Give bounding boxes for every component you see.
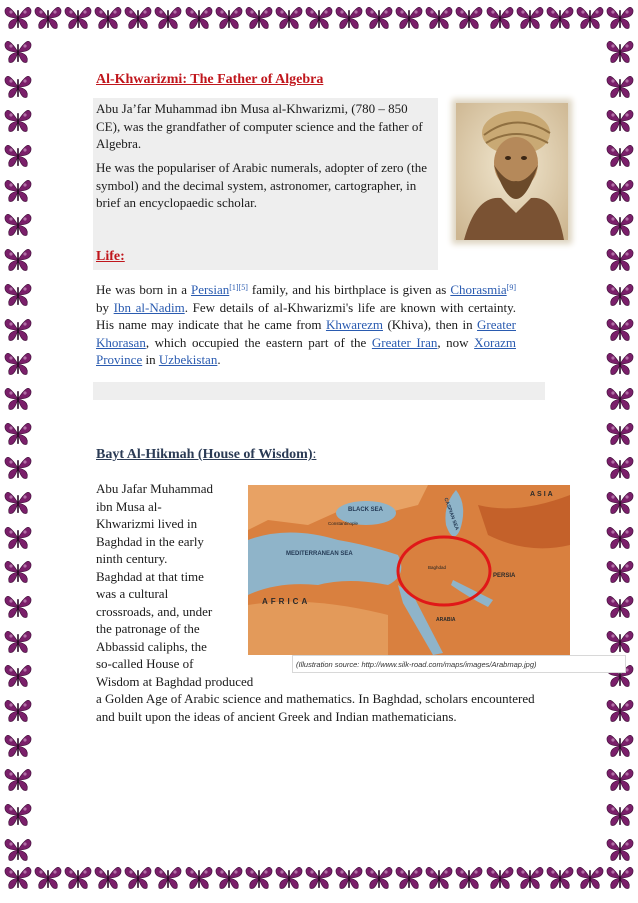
butterfly-icon	[4, 4, 32, 38]
bayt-line: was a cultural	[96, 586, 169, 601]
butterfly-icon	[606, 177, 634, 205]
life-heading-box	[93, 246, 438, 270]
butterfly-border-right	[605, 38, 635, 864]
butterfly-icon	[606, 732, 634, 760]
map-label-caspian-sea: CASPIAN SEA	[442, 497, 460, 532]
map-label-persia: PERSIA	[493, 573, 516, 579]
map-label-asia: ASIA	[530, 491, 555, 498]
butterfly-icon	[606, 628, 634, 656]
life-text: .	[217, 352, 221, 367]
butterfly-icon	[395, 4, 423, 38]
butterfly-icon	[305, 4, 333, 38]
butterfly-icon	[516, 4, 544, 38]
life-text: (Khiva), then in	[382, 317, 478, 332]
bayt-line: ibn Musa al-	[96, 498, 162, 514]
butterfly-icon	[4, 662, 32, 690]
butterfly-icon	[4, 524, 32, 552]
butterfly-border-top	[0, 4, 638, 38]
butterfly-icon	[275, 864, 303, 898]
bayt-line: crossroads, and, under	[96, 603, 213, 619]
butterfly-border-bottom	[0, 864, 638, 898]
link-greater-iran[interactable]: Greater Iran	[371, 334, 438, 350]
bayt-line: so-called House of	[96, 656, 194, 671]
butterfly-icon	[606, 454, 634, 482]
butterfly-icon	[4, 38, 32, 66]
butterfly-icon	[606, 211, 634, 239]
butterfly-icon	[606, 107, 634, 135]
butterfly-icon	[606, 489, 634, 517]
butterfly-icon	[4, 385, 32, 413]
butterfly-icon	[4, 73, 32, 101]
map-label-black-sea: BLACK SEA	[348, 507, 384, 513]
butterfly-icon	[4, 350, 32, 378]
butterfly-icon	[94, 864, 122, 898]
butterfly-icon	[546, 864, 574, 898]
life-text: in	[142, 352, 159, 367]
butterfly-icon	[606, 558, 634, 586]
bayt-line: Wisdom at Baghdad produced	[96, 673, 254, 689]
butterfly-icon	[34, 4, 62, 38]
map-label-constantinople: Constantinople	[328, 521, 359, 526]
intro-paragraph-1: Abu Ja’far Muhammad ibn Musa al-Khwarizmi, (780 – 850 CE), was the grandfather of computer science and the father of Algebra.	[96, 101, 423, 151]
butterfly-icon	[4, 281, 32, 309]
butterfly-icon	[486, 4, 514, 38]
arab-world-map-image	[248, 485, 570, 655]
butterfly-icon	[4, 420, 32, 448]
butterfly-icon	[34, 864, 62, 898]
butterfly-icon	[455, 864, 483, 898]
butterfly-icon	[154, 4, 182, 38]
butterfly-icon	[606, 420, 634, 448]
bayt-line: Abbassid caliphs, the	[96, 638, 207, 654]
map-label-baghdad: Baghdad	[428, 565, 447, 570]
butterfly-icon	[606, 4, 634, 38]
butterfly-icon	[4, 246, 32, 274]
life-paragraph	[96, 281, 516, 369]
butterfly-icon	[275, 4, 303, 38]
life-text: . Few details of al-Khwarizmi's life are known with certainty. His name may indicate that he came from	[96, 299, 516, 332]
butterfly-icon	[606, 801, 634, 829]
butterfly-icon	[4, 836, 32, 864]
butterfly-icon	[4, 454, 32, 482]
butterfly-icon	[305, 864, 333, 898]
butterfly-icon	[4, 211, 32, 239]
butterfly-icon	[4, 732, 32, 760]
butterfly-icon	[425, 864, 453, 898]
bayt-line: Baghdad in the early	[96, 533, 204, 549]
butterfly-icon	[64, 4, 92, 38]
butterfly-icon	[606, 593, 634, 621]
butterfly-icon	[335, 4, 363, 38]
butterfly-icon	[4, 593, 32, 621]
butterfly-icon	[606, 697, 634, 725]
butterfly-icon	[606, 836, 634, 864]
bayt-heading-text: Bayt Al-Hikmah (House of Wisdom)	[96, 447, 313, 462]
link-chorasmia[interactable]: Chorasmia	[450, 282, 507, 297]
butterfly-icon	[4, 801, 32, 829]
butterfly-icon	[486, 864, 514, 898]
butterfly-icon	[215, 4, 243, 38]
butterfly-icon	[395, 864, 423, 898]
link-uzbekistan[interactable]: Uzbekistan	[158, 352, 218, 367]
butterfly-icon	[185, 4, 213, 38]
butterfly-icon	[215, 864, 243, 898]
butterfly-icon	[516, 864, 544, 898]
butterfly-icon	[4, 697, 32, 725]
butterfly-border-left	[3, 38, 33, 864]
butterfly-icon	[576, 864, 604, 898]
life-text: by	[96, 299, 114, 315]
butterfly-icon	[4, 107, 32, 135]
link-persian[interactable]: Persian	[190, 282, 230, 297]
butterfly-icon	[606, 316, 634, 344]
butterfly-icon	[4, 766, 32, 794]
map-caption: (Illustration source: http://www.silk-road.com/maps/images/Arabmap.jpg)	[292, 655, 626, 673]
link-ibn-al-nadim[interactable]: Ibn al-Nadim	[113, 299, 185, 315]
bayt-heading-colon: :	[312, 447, 317, 462]
bayt-heading	[96, 447, 316, 463]
map-label-africa: AFRICA	[262, 597, 311, 606]
ref-chorasmia[interactable]: [9]	[506, 283, 516, 292]
link-greater-khorasan[interactable]: Greater Khorasan	[96, 317, 516, 350]
butterfly-icon	[124, 864, 152, 898]
bayt-line: Abu Jafar Muhammad	[96, 481, 213, 496]
butterfly-icon	[606, 246, 634, 274]
life-text: , now	[437, 334, 475, 350]
life-text: , which occupied the eastern part of the	[145, 334, 372, 350]
butterfly-icon	[4, 628, 32, 656]
butterfly-icon	[335, 864, 363, 898]
butterfly-icon	[606, 38, 634, 66]
butterfly-icon	[4, 864, 32, 898]
butterfly-icon	[546, 4, 574, 38]
link-xorazm-province[interactable]: Xorazm Province	[96, 334, 516, 367]
butterfly-icon	[365, 4, 393, 38]
bayt-line: Baghdad at that time	[96, 568, 204, 584]
bayt-line: ninth century.	[96, 551, 168, 566]
butterfly-icon	[606, 73, 634, 101]
butterfly-icon	[576, 4, 604, 38]
butterfly-icon	[4, 489, 32, 517]
butterfly-icon	[606, 864, 634, 898]
bayt-line: Khwarizmi lived in	[96, 516, 198, 531]
butterfly-icon	[154, 864, 182, 898]
butterfly-icon	[606, 766, 634, 794]
butterfly-icon	[94, 4, 122, 38]
butterfly-icon	[4, 142, 32, 170]
ref-persian[interactable]: [1][5]	[229, 283, 248, 292]
butterfly-icon	[124, 4, 152, 38]
butterfly-icon	[455, 4, 483, 38]
butterfly-icon	[4, 177, 32, 205]
butterfly-icon	[606, 142, 634, 170]
portrait-image	[456, 103, 568, 240]
page-title: Al-Khwarizmi: The Father of Algebra	[96, 72, 324, 87]
intro-paragraph-2: He was the populariser of Arabic numerals, adopter of zero (the symbol) and the decimal system, astronomer, cartographer, in brief an encyclopaedic scholar.	[96, 160, 428, 210]
butterfly-icon	[4, 316, 32, 344]
bayt-line: the patronage of the	[96, 621, 200, 636]
butterfly-icon	[606, 385, 634, 413]
butterfly-icon	[245, 4, 273, 38]
map-label-arabia: ARABIA	[436, 617, 456, 623]
life-text: He was born in a	[96, 282, 191, 297]
butterfly-icon	[4, 558, 32, 586]
butterfly-icon	[185, 864, 213, 898]
butterfly-icon	[606, 524, 634, 552]
butterfly-icon	[64, 864, 92, 898]
butterfly-icon	[425, 4, 453, 38]
divider-box	[93, 382, 545, 400]
butterfly-icon	[606, 350, 634, 378]
butterfly-icon	[606, 281, 634, 309]
life-text: family, and his birthplace is given as	[247, 282, 451, 297]
life-heading: Life:	[96, 249, 125, 264]
map-label-mediterranean: MEDITERRANEAN SEA	[286, 551, 353, 557]
link-khwarezm[interactable]: Khwarezm	[325, 317, 383, 332]
bayt-continuation: a Golden Age of Arabic science and mathematics. In Baghdad, scholars encountered and built upon the ideas of ancient Greek and Indian mathematicians.	[96, 691, 535, 724]
butterfly-icon	[365, 864, 393, 898]
butterfly-icon	[245, 864, 273, 898]
